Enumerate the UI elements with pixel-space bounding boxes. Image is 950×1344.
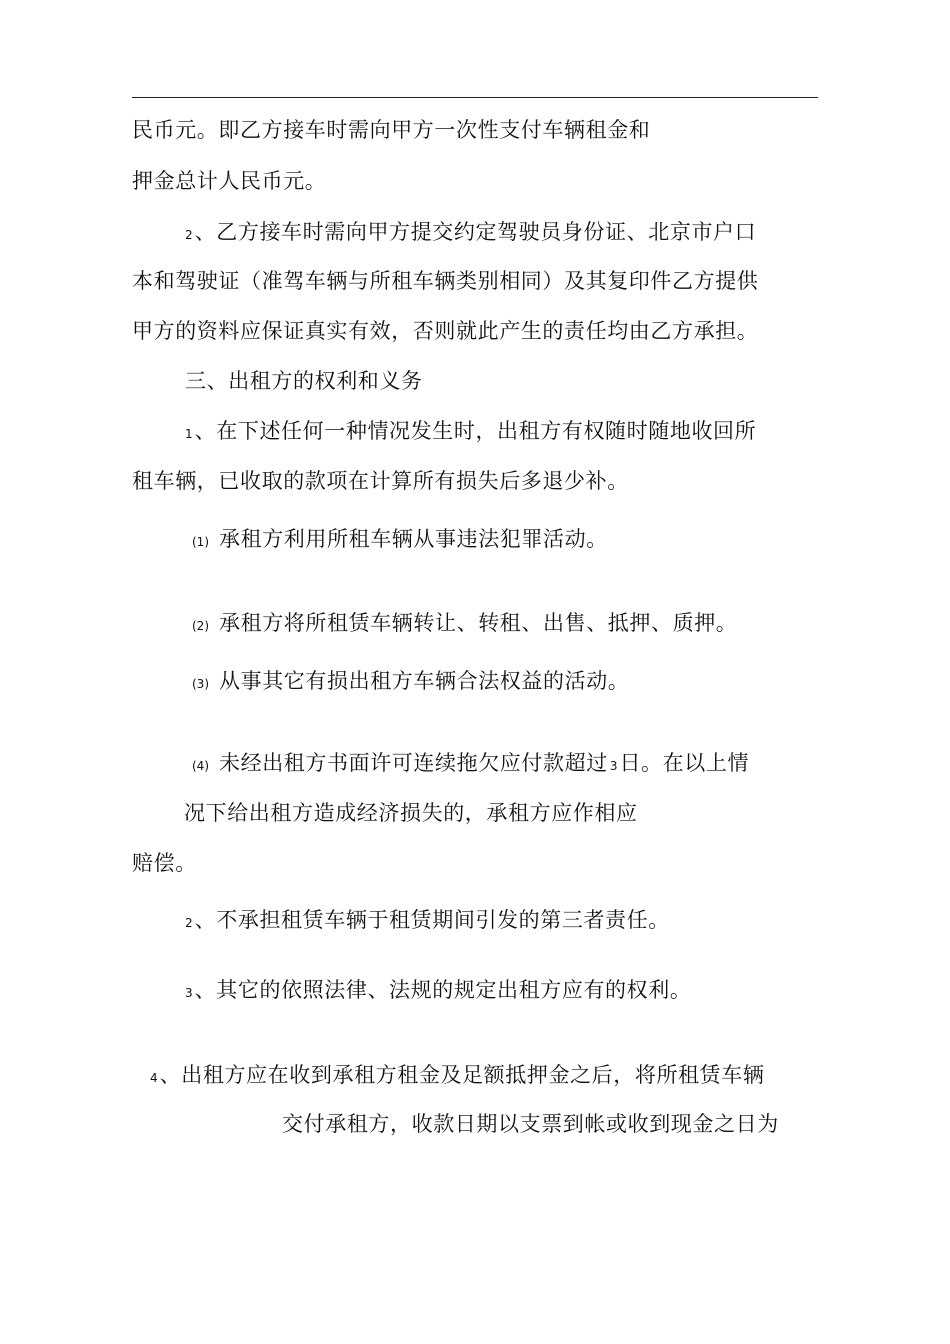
item-number: (2)	[192, 619, 209, 633]
text-line	[282, 1109, 779, 1139]
line-text: 民币元。即乙方接车时需向甲方一次性支付车辆租金和	[132, 118, 651, 142]
numbered-paragraph	[150, 1060, 764, 1093]
inline-number: 3	[609, 759, 618, 773]
text-line	[132, 848, 197, 878]
item-number: 4	[150, 1071, 158, 1085]
line-text: 承租方将所租赁车辆转让、转租、出售、抵押、质押。	[219, 611, 738, 635]
line-text: 、乙方接车时需向甲方提交约定驾驶员身份证、北京市户口	[194, 220, 757, 244]
item-number: 1	[185, 427, 193, 441]
item-number: (1)	[192, 535, 209, 549]
line-text: 、不承担租赁车辆于租赁期间引发的第三者责任。	[194, 908, 670, 932]
numbered-paragraph	[185, 975, 691, 1008]
sub-item	[192, 608, 737, 641]
sub-item	[192, 666, 629, 699]
line-text: 、出租方应在收到承租方租金及足额抵押金之后，将所租赁车辆	[159, 1063, 765, 1087]
line-text: 本和驾驶证（准驾车辆与所租车辆类别相同）及其复印件乙方提供	[132, 269, 759, 293]
line-text: 未经出租方书面许可连续拖欠应付款超过	[219, 751, 608, 775]
line-text: 租车辆，已收取的款项在计算所有损失后多退少补。	[132, 469, 629, 493]
numbered-paragraph	[185, 217, 756, 250]
text-line	[184, 798, 638, 828]
text-line	[132, 316, 758, 346]
item-number: 2	[185, 916, 193, 930]
numbered-paragraph	[185, 905, 670, 938]
line-text: 从事其它有损出租方车辆合法权益的活动。	[219, 669, 630, 693]
item-number: 2	[185, 228, 193, 242]
sub-item	[192, 748, 749, 781]
text-line	[132, 466, 629, 496]
line-text: 赔偿。	[132, 851, 197, 875]
line-text: 承租方利用所租车辆从事违法犯罪活动。	[219, 527, 608, 551]
sub-item	[192, 524, 608, 557]
numbered-paragraph	[185, 416, 756, 449]
line-text: 交付承租方，收款日期以支票到帐或收到现金之日为	[282, 1112, 779, 1136]
line-text: 况下给出租方造成经济损失的，承租方应作相应	[184, 801, 638, 825]
line-text: 、其它的依照法律、法规的规定出租方应有的权利。	[194, 978, 692, 1002]
text-line	[132, 115, 650, 145]
item-number: (4)	[192, 759, 209, 773]
line-text: 日。在以上情	[619, 751, 750, 775]
line-text: 、在下述任何一种情况发生时，出租方有权随时随地收回所	[194, 419, 757, 443]
item-number: (3)	[192, 677, 209, 691]
line-text: 甲方的资料应保证真实有效，否则就此产生的责任均由乙方承担。	[132, 319, 759, 343]
line-text: 押金总计人民币元。	[132, 169, 327, 193]
text-line	[132, 266, 758, 296]
section-heading	[185, 366, 423, 396]
header-rule	[132, 97, 818, 98]
item-number: 3	[185, 986, 193, 1000]
text-line	[132, 166, 326, 196]
line-text: 三、出租方的权利和义务	[185, 369, 423, 393]
